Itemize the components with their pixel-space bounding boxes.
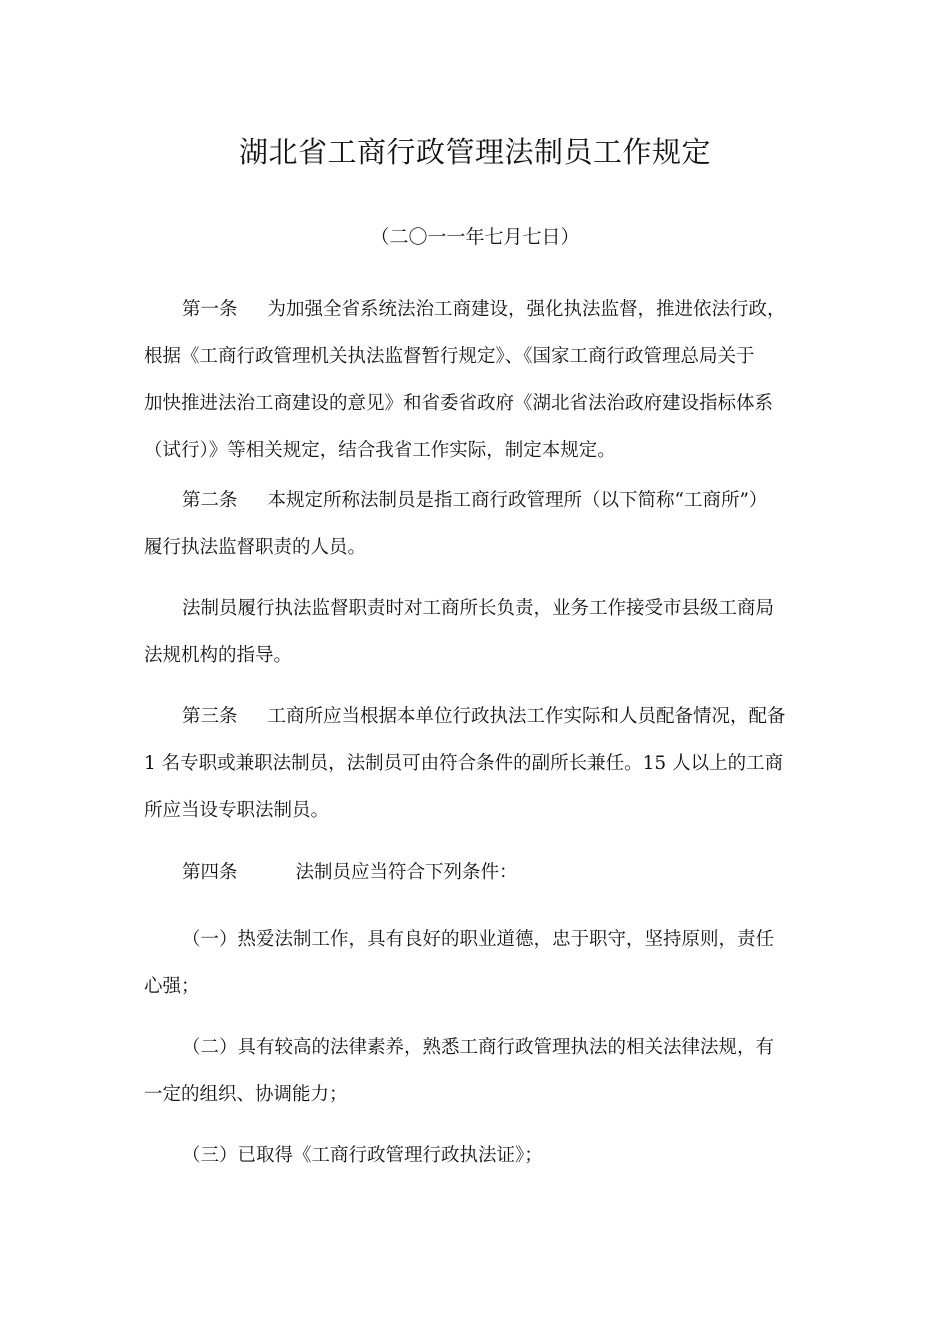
paragraph-line-2: 法规机构的指导。 [144,645,293,666]
article-label: 第一条 [182,299,238,320]
condition-item-3 [144,1132,808,1179]
paragraph-line-1: 法制员履行执法监督职责时对工商所长负责，业务工作接受市县级工商局 [182,598,775,619]
article-2 [144,477,808,571]
article-label: 第二条 [182,490,238,511]
article-label: 第四条 [182,862,238,883]
condition-item-2 [144,1024,808,1118]
article-3-line-3: 所应当设专职法制员。 [144,800,330,821]
article-1 [144,286,808,474]
article-4-line-1 [144,849,808,896]
article-label: 第三条 [182,706,238,727]
condition-item-1-line-2: 心强； [144,976,200,997]
article-1-line-1 [144,286,808,333]
article-1-line-2: 根据《工商行政管理机关执法监督暂行规定》、《国家工商行政管理总局关于 [144,346,755,367]
condition-item-1 [144,916,808,1010]
condition-item-2-line-1: （二）具有较高的法律素养，熟悉工商行政管理执法的相关法律法规，有 [182,1037,775,1058]
article-3-line-1 [144,693,808,740]
condition-item-1-line-1: （一）热爱法制工作，具有良好的职业道德，忠于职守，坚持原则，责任 [182,929,775,950]
article-2-paragraph-2 [144,585,808,679]
condition-item-3-line-1: （三）已取得《工商行政管理行政执法证》； [182,1145,543,1166]
article-4 [144,849,808,896]
article-1-line-4: （试行）》等相关规定，结合我省工作实际，制定本规定。 [144,440,616,461]
article-text: 工商所应当根据本单位行政执法工作实际和人员配备情况，配备 [267,706,786,727]
article-text: 本规定所称法制员是指工商行政管理所（以下简称“工商所”） [267,490,768,511]
article-text: 为加强全省系统法治工商建设，强化执法监督，推进依法行政， [267,299,786,320]
document-title: 湖北省工商行政管理法制员工作规定 [238,135,711,169]
article-2-line-2: 履行执法监督职责的人员。 [144,537,367,558]
article-3 [144,693,808,834]
article-3-line-2: 1 名专职或兼职法制员，法制员可由符合条件的副所长兼任。15 人以上的工商 [144,753,784,774]
article-2-line-1 [144,477,808,524]
article-1-line-3: 加快推进法治工商建设的意见》和省委省政府《湖北省法治政府建设指标体系 [144,393,774,414]
document-date: （二〇一一年七月七日） [370,226,580,248]
article-text: 法制员应当符合下列条件： [295,862,518,883]
condition-item-2-line-2: 一定的组织、协调能力； [144,1084,348,1105]
